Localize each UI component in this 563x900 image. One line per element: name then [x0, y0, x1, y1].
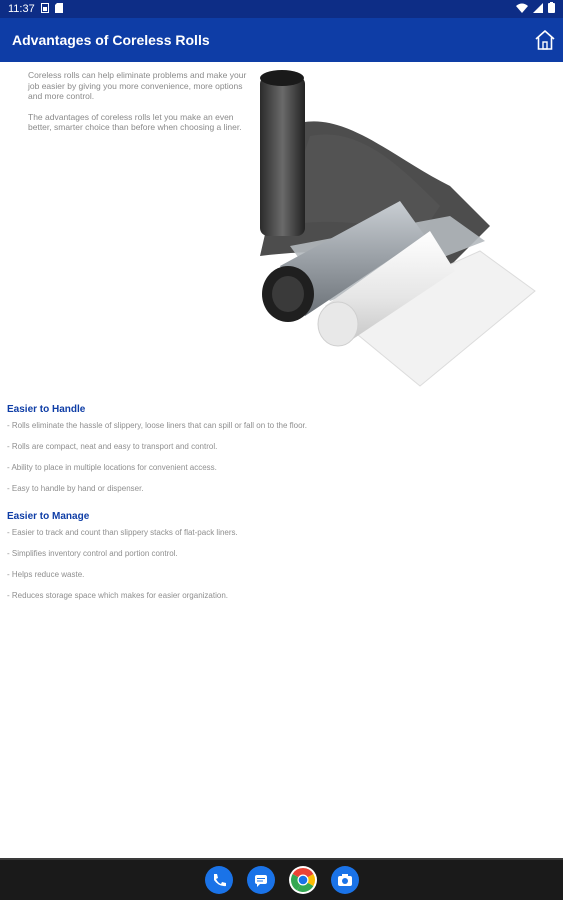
list-item: - Rolls eliminate the hassle of slippery, loose liners that can spill or fall on to the floor. [7, 421, 307, 430]
camera-icon[interactable] [331, 866, 359, 894]
list-item: - Easier to track and count than slippery stacks of flat-pack liners. [7, 528, 238, 537]
app-bar [0, 18, 563, 62]
sim-icon [41, 3, 49, 16]
list-item: - Helps reduce waste. [7, 570, 85, 579]
wifi-icon [516, 3, 528, 16]
coreless-rolls-image [250, 66, 540, 396]
page-title: Advantages of Coreless Rolls [12, 32, 210, 48]
list-item: - Simplifies inventory control and portion control. [7, 549, 178, 558]
list-item: - Rolls are compact, neat and easy to transport and control. [7, 442, 218, 451]
section-heading-handle: Easier to Handle [7, 404, 86, 415]
battery-icon [548, 2, 555, 16]
nav-bar [0, 858, 563, 900]
home-icon[interactable] [533, 28, 557, 52]
status-time: 11:37 [8, 3, 35, 15]
signal-icon [533, 3, 543, 16]
intro-text [28, 70, 250, 143]
phone-icon[interactable] [205, 866, 233, 894]
intro-paragraph: Coreless rolls can help eliminate problems and make your job easier by giving you more convenience, more options and more control. [28, 70, 247, 101]
intro-paragraph: The advantages of coreless rolls let you make an even better, smarter choice than before when choosing a liner. [28, 111, 242, 132]
list-item: - Reduces storage space which makes for easier organization. [7, 591, 228, 600]
list-item: - Ability to place in multiple locations for convenient access. [7, 463, 217, 472]
messages-icon[interactable] [247, 866, 275, 894]
list-item: - Easy to handle by hand or dispenser. [7, 484, 144, 493]
sd-card-icon [55, 3, 63, 16]
chrome-icon[interactable] [289, 866, 317, 894]
section-heading-manage: Easier to Manage [7, 511, 90, 522]
status-bar [0, 0, 563, 18]
